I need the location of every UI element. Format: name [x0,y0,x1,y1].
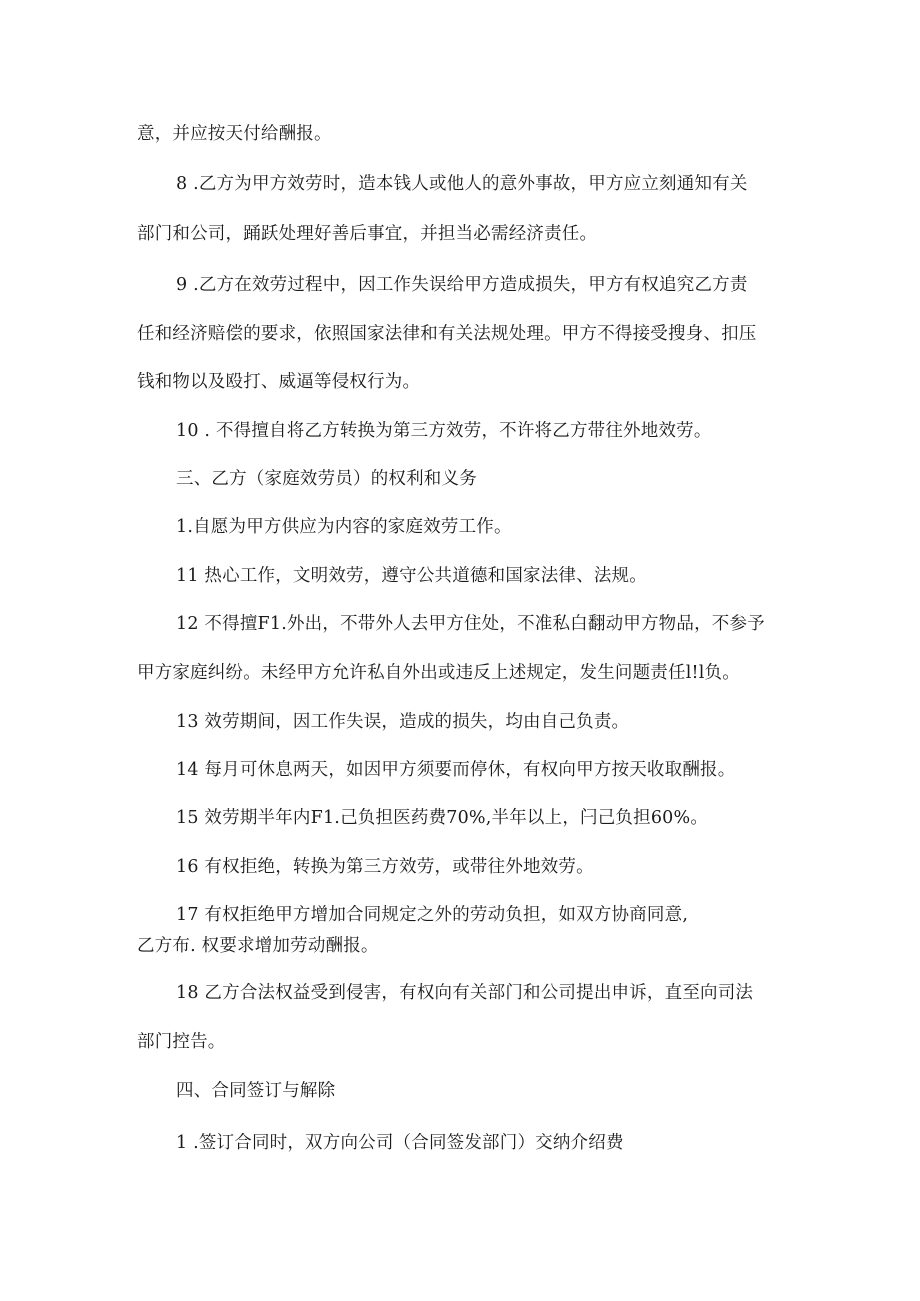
text-line: 任和经济赔偿的要求，依照国家法律和有关法规处理。甲方不得接受搜身、扣压 [137,324,757,344]
text-line: 16 有权拒绝，转换为第三方效劳，或带往外地效劳。 [176,857,594,877]
text-line: 17 有权拒绝甲方增加合同规定之外的劳动负担，如双方协商同意, [176,905,689,925]
text-line: 意，并应按天付给酬报。 [137,124,332,144]
text-line: 11 热心工作，文明效劳，遵守公共道德和国家法律、法规。 [176,566,647,586]
text-line: 1 .签订合同时，双方向公司（合同签发部门）交纳介绍费 [176,1133,624,1153]
text-line: 15 效劳期半年内F1.己负担医药费70%,半年以上，闩己负担60%。 [176,808,709,828]
text-line: 8 .乙方为甲方效劳时，造本钱人或他人的意外事故，甲方应立刻通知有关 [176,174,748,194]
text-line: 部门和公司，踊跃处理好善后事宜，并担当必需经济责任。 [137,224,598,244]
text-line: 14 每月可休息两天，如因甲方须要而停休，有权向甲方按天收取酬报。 [176,760,736,780]
text-line: 12 不得擅F1.外出，不带外人去甲方住处，不准私白翻动甲方物品，不参予 [176,614,765,634]
text-line: 钱和物以及殴打、威逼等侵权行为。 [137,372,421,392]
text-line: 甲方家庭纠纷。未经甲方允许私自外出或违反上述规定，发生问题责任l!l负。 [137,663,740,683]
text-line: 9 .乙方在效劳过程中，因工作失误给甲方造成损失，甲方有权追究乙方责 [176,275,748,295]
text-line: 18 乙方合法权益受到侵害，有权向有关部门和公司提出申诉，直至向司法 [176,983,754,1003]
text-line: 1.自愿为甲方供应为内容的家庭效劳工作。 [176,517,512,537]
section-heading: 三、乙方（家庭效劳员）的权利和义务 [176,469,477,489]
section-heading: 四、合同签订与解除 [176,1081,336,1101]
text-line: 乙方布. 权要求增加劳动酬报。 [137,936,379,956]
text-line: 10 . 不得擅自将乙方转换为第三方效劳，不许将乙方带往外地效劳。 [176,421,712,441]
text-line: 部门控告。 [137,1032,226,1052]
text-line: 13 效劳期间，因工作失误，造成的损失，均由自己负责。 [176,712,630,732]
